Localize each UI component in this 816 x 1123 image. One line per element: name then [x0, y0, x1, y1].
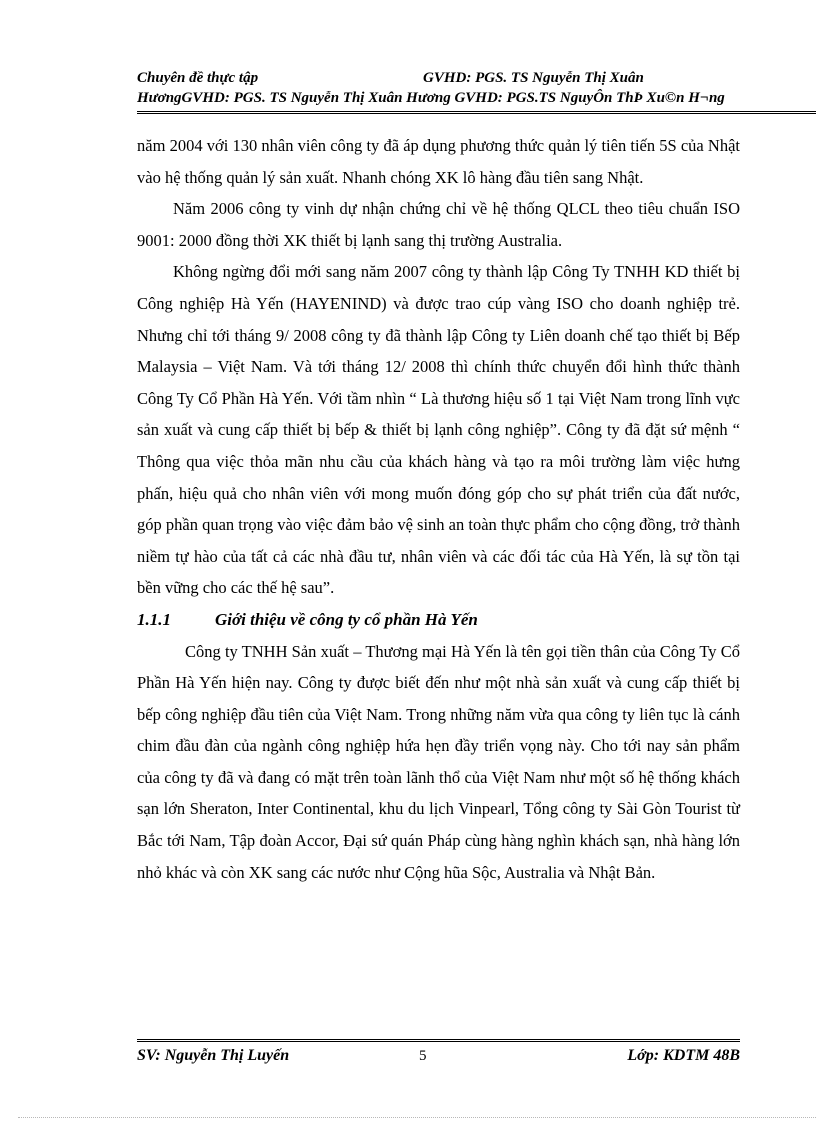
paragraph-1: năm 2004 với 130 nhân viên công ty đã áp dụng phương thức quản lý tiên tiến 5S của Nhật vào hệ thống quản lý sản xuất. Nhanh chóng XK lô hàng đầu tiên sang Nhật. [137, 136, 740, 187]
page-number: 5 [419, 1048, 427, 1064]
header-line-1 [137, 68, 816, 88]
footer-divider [137, 1039, 740, 1042]
page-footer [137, 1044, 740, 1068]
section-paragraph: Công ty TNHH Sản xuất – Thương mại Hà Yến là tên gọi tiền thân của Công Ty Cổ Phần Hà Yến hiện nay. Công ty được biết đến như một nhà sản xuất và cung cấp thiết bị bếp công nghiệp đầu tiên của Việt Nam. Trong những năm vừa qua công ty liên tục là cánh chim đầu đàn của ngành công nghiệp hứa hẹn đầy triển vọng này. Cho tới nay sản phẩm của công ty đã và đang có mặt trên toàn lãnh thổ của Việt Nam như một số hệ thống khách sạn lớn Sheraton, Inter Continental, khu du lịch Vinpearl, Tổng công ty Sài Gòn Tourist từ Bắc tới Nam, Tập đoàn Accor, Đại sứ quán Pháp cùng hàng nghìn khách sạn, nhà hàng lớn nhỏ khác và còn XK sang các nước như Cộng hũa Sộc, Australia và Nhật Bản. [137, 641, 740, 882]
section-title: Giới thiệu về công ty cổ phần Hà Yến [215, 609, 478, 629]
page-header [137, 68, 816, 108]
body-text [137, 130, 740, 888]
header-supervisor: GVHD: PGS. TS Nguyễn Thị Xuân [423, 70, 644, 86]
footer-student-name: SV: Nguyễn Thị Luyến [137, 1047, 290, 1064]
paragraph-3: Không ngừng đổi mới sang năm 2007 công ty thành lập Công Ty TNHH KD thiết bị Công nghiệp Hà Yến (HAYENIND) và được trao cúp vàng ISO cho doanh nghiệp trẻ. Nhưng chỉ tới tháng 9/ 2008 công ty đã thành lập Công ty Liên doanh chế tạo thiết bị Bếp Malaysia – Việt Nam. Và tới tháng 12/ 2008 thì chính thức chuyển đổi hình thức thành Công Ty Cổ Phần Hà Yến. Với tầm nhìn “ Là thương hiệu số 1 tại Việt Nam trong lĩnh vực sản xuất và cung cấp thiết bị bếp & thiết bị lạnh công nghiệp”. Công ty đã đặt sứ mệnh “ Thông qua việc thỏa mãn nhu cầu của khách hàng và tạo ra môi trường làm việc hưng phấn, hiệu quả cho nhân viên với mong muốn đóng góp cho sự phát triển của đất nước, góp phần quan trọng vào việc đảm bảo vệ sinh an toàn thực phẩm cho cộng đồng, trở thành niềm tự hào của tất cả các nhà đầu tư, nhân viên và các đối tác của Hà Yến, là sự tồn tại bền vững cho các thế hệ sau”. [137, 262, 740, 598]
footer-class: Lớp: KDTM 48B [627, 1047, 740, 1064]
page-bottom-dotted-edge [18, 1117, 816, 1118]
section-heading [137, 604, 740, 636]
paragraph-2: Năm 2006 công ty vinh dự nhận chứng chỉ về hệ thống QLCL theo tiêu chuẩn ISO 9001: 2000 đồng thời XK thiết bị lạnh sang thị trường Australia. [137, 199, 740, 250]
header-divider [137, 111, 816, 114]
header-line-2: HươngGVHD: PGS. TS Nguyễn Thị Xuân Hương GVHD: PGS.TS NguyÔn ThÞ Xu©n H¬ng [137, 90, 725, 106]
section-number: 1.1.1 [137, 609, 171, 629]
header-report-type: Chuyên đề thực tập [137, 70, 259, 86]
